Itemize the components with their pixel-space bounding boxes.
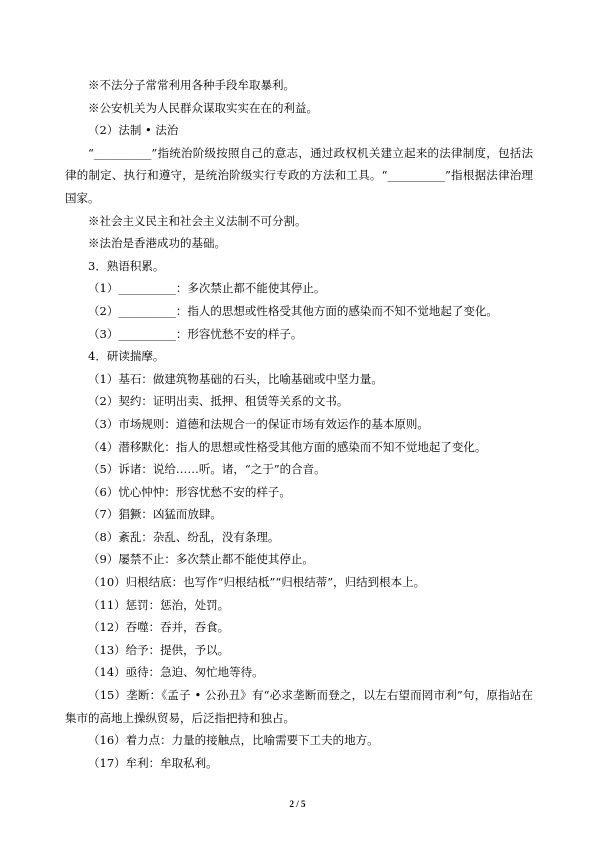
- vocab-item: （11）惩罚：惩治，处罚。: [88, 597, 230, 612]
- vocab-item: （2）契约：证明出卖、抵押、租赁等关系的文书。: [88, 394, 349, 409]
- vocab-item: （17）牟利：牟取私利。: [88, 755, 218, 770]
- vocab-item: （14）亟待：急迫、匆忙地等待。: [88, 665, 264, 680]
- example-sentence: ※法治是香港成功的基础。: [88, 236, 226, 251]
- section-heading: 3．熟语积累。: [88, 258, 165, 273]
- vocab-item: （4）潜移默化：指人的思想或性格受其他方面的感染而不知不觉地起了变化。: [88, 439, 487, 454]
- vocab-item: （6）忧心忡忡：形容忧愁不安的样子。: [88, 484, 291, 499]
- fill-in-item: （1）__________：多次禁止都不能使其停止。: [88, 281, 326, 296]
- vocab-item: （1）基石：做建筑物基础的石头，比喻基础或中坚力量。: [88, 371, 383, 386]
- section-heading: 4．研读揣摩。: [88, 349, 165, 364]
- example-sentence: ※社会主义民主和社会主义法制不可分割。: [88, 213, 307, 228]
- vocab-item: （13）给予：提供，予以。: [88, 642, 230, 657]
- vocab-item: （12）吞噬：吞并，吞食。: [88, 620, 230, 635]
- vocab-item: （7）猖獗：凶猛而放肆。: [88, 507, 222, 522]
- example-sentence: ※公安机关为人民群众谋取实实在在的利益。: [88, 100, 318, 115]
- vocab-item: （10）归根结底：也写作“归根结柢”“归根结蒂”，归结到根本上。: [88, 575, 426, 590]
- page-content: [65, 74, 533, 774]
- page-number: 2 / 5: [289, 799, 306, 809]
- fill-in-item: （3）__________：形容忧愁不安的样子。: [88, 326, 303, 341]
- example-sentence: ※不法分子常常利用各种手段牟取暴利。: [88, 78, 295, 92]
- definition-paragraph: “__________”指统治阶级按照自己的意志，通过政权机关建立起来的法律制度，包括法律的制定、执行和遵守，是统治阶级实行专政的方法和工具。“__________”指根据法律治理国家。: [65, 145, 533, 205]
- vocab-item: （16）着力点：力量的接触点，比喻需要下工夫的地方。: [88, 733, 379, 748]
- fill-in-item: （2）__________：指人的思想或性格受其他方面的感染而不知不觉地起了变化。: [88, 303, 498, 318]
- vocab-item-long: （15）垄断：《孟子 • 公孙丑》有“必求垄断而登之，以左右望而罔市利”句，原指站在集市的高地上操纵贸易，后泛指把持和独占。: [65, 688, 533, 725]
- vocab-item: （9）屡禁不止：多次禁止都不能使其停止。: [88, 552, 314, 567]
- vocab-item: （3）市场规则：道德和法规合一的保证市场有效运作的基本原则。: [88, 416, 429, 431]
- vocab-item: （8）紊乱：杂乱、纷乱，没有条理。: [88, 529, 280, 544]
- vocab-item: （5）诉诸：说给……听。诸，“之于”的合音。: [88, 462, 326, 477]
- subsection-heading: （2）法制 • 法治: [88, 123, 179, 138]
